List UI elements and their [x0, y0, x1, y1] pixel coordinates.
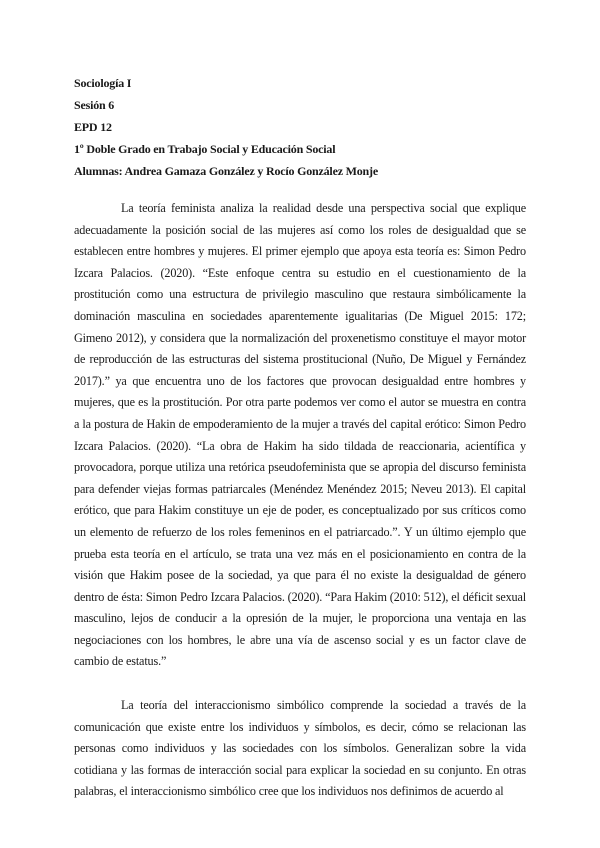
paragraph-feminist-theory: La teoría feminista analiza la realidad desde una perspectiva social que explique adecuadamente la posición social de las mujeres así como los roles de desigualdad que se establecen entre hombres y mujeres. El primer ejemplo que apoya esta teoría es: Simon Pedro Izcara Palacios. (2020). “Este enfoque centra su estudio en el cuestionamiento de la prostitución como una estructura de privilegio masculino que restaura simbólicamente la dominación masculina en sociedades aparentemente igualitarias (De Miguel 2015: 172; Gimeno 2012), y considera que la normalización del proxenetismo constituye el mayor motor de reproducción de las estructuras del sistema prostitucional (Nuño, De Miguel y Fernández 2017).” ya que encuentra uno de los factores que provocan desigualdad entre hombres y mujeres, que es la prostitución. Por otra parte podemos ver como el autor se muestra en contra a la postura de Hakin de empoderamiento de la mujer a través del capital erótico: Simon Pedro Izcara Palacios. (2020). “La obra de Hakim ha sido tildada de reaccionaria, acientífica y provocadora, porque utiliza una retórica pseudofeminista que se apropia del discurso feminista para defender viejas formas patriarcales (Menéndez Menéndez 2015; Neveu 2013). El capital erótico, que para Hakim constituye un eje de poder, es conceptualizado por sus críticos como un elemento de refuerzo de los roles femeninos en el patriarcado.”. Y un último ejemplo que prueba esta teoría en el artículo, se trata una vez más en el posicionamiento en contra de la visión que Hakim posee de la sociedad, ya que para él no existe la desigualdad de género dentro de ésta: Simon Pedro Izcara Palacios. (2020). “Para Hakim (2010: 512), el déficit sexual masculino, lejos de conducir a la opresión de la mujer, le proporciona una ventaja en las negociaciones con los hombres, le abre una vía de ascenso social y es un factor clave de cambio de estatus.”	[74, 201, 526, 669]
document-header	[74, 72, 526, 182]
subject-title: Sociología I	[74, 76, 132, 90]
paragraph-symbolic-interactionism: La teoría del interaccionismo simbólico comprende la sociedad a través de la comunicación que existe entre los individuos y símbolos, es decir, cómo se relacionan las personas como individuos y las sociedades con los símbolos. Generalizan sobre la vida cotidiana y las formas de interacción social para explicar la sociedad en su conjunto. En otras palabras, el interaccionismo simbólico cree que los individuos nos definimos de acuerdo al	[74, 698, 526, 799]
session-label: Sesión 6	[74, 98, 115, 112]
degree-label: 1º Doble Grado en Trabajo Social y Educación Social	[74, 142, 336, 156]
students-label: Alumnas: Andrea Gamaza González y Rocío González Monje	[74, 164, 378, 178]
epd-label: EPD 12	[74, 120, 112, 134]
